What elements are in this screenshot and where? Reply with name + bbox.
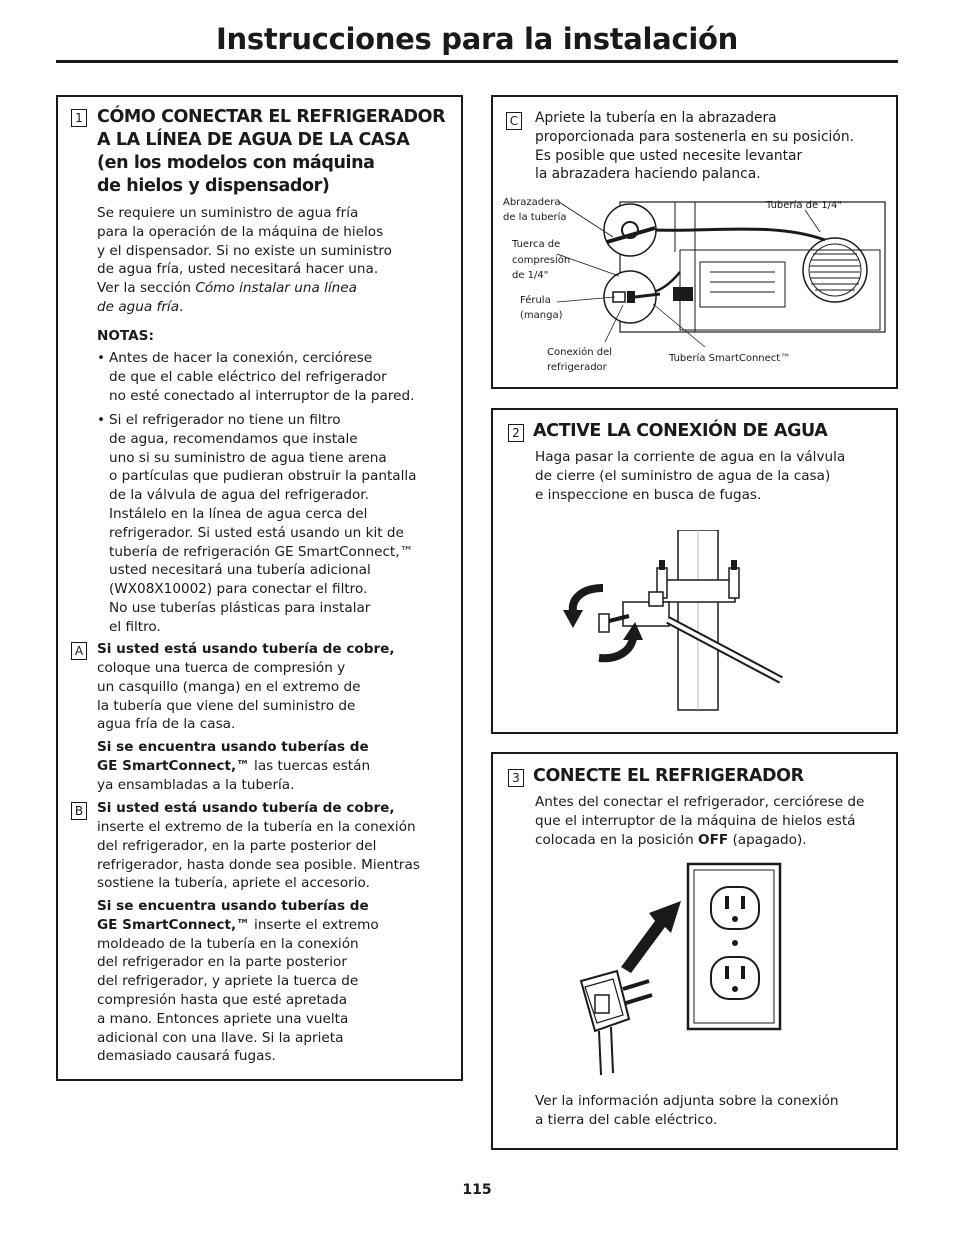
power-plug-icon bbox=[581, 971, 652, 1075]
intro-text: Se requiere un suministro de agua fría para la operación de la máquina de hielos y el dispensador. Si no existe un suministro de agua fría, usted necesitará hacer una. Ver la sección bbox=[97, 205, 392, 297]
step-b-smart-text: inserte el extremo moldeado de la tubería en la conexión del refrigerador en la parte posterior del refrigerador, y apriete la tuerca de compresión hasta que esté apretada a mano. Entonces apriete una vuelta adicional con una llave. Si la aprieta demasiado causará fugas. bbox=[97, 916, 379, 1065]
section-3-number: 3 bbox=[508, 769, 524, 787]
section-2-heading: ACTIVE LA CONEXIÓN DE AGUA bbox=[533, 421, 828, 441]
section-3-footer: Ver la información adjunta sobre la conexión a tierra del cable eléctrico. bbox=[535, 1093, 839, 1128]
section-3-text-a: Antes del conectar el refrigerador, cerciórese de que el interruptor de la máquina de hielos está colocada en la posición bbox=[535, 794, 865, 848]
callout-tubing-smart-label: Tubería SmartConnect™ bbox=[669, 353, 791, 364]
callout-nut-label: Tuerca de compresión de 1/4" bbox=[512, 239, 571, 282]
bullet-icon: • bbox=[97, 412, 106, 428]
step-a-smartconnect bbox=[97, 738, 447, 794]
shutoff-valve-icon bbox=[563, 530, 823, 715]
page-title: Instrucciones para la instalación bbox=[216, 22, 738, 56]
section-1-heading-line: (en los modelos con máquina bbox=[97, 153, 375, 173]
off-label: OFF bbox=[698, 831, 729, 848]
note-item bbox=[97, 349, 447, 409]
callout-tubing-quarter-label: Tubería de 1/4" bbox=[766, 200, 842, 211]
section-2-number: 2 bbox=[508, 424, 524, 442]
section-2-box bbox=[491, 408, 898, 734]
page-number: 115 bbox=[462, 1182, 492, 1198]
section-3-heading: CONECTE EL REFRIGERADOR bbox=[533, 766, 804, 786]
section-1-heading-line: A LA LÍNEA DE AGUA DE LA CASA bbox=[97, 130, 410, 150]
note-text: Si el refrigerador no tiene un filtro de agua, recomendamos que instale uno si su suministro de agua tiene arena o partículas que pudieran obstruir la pantalla de la válvula de agua del refrigerador. Instálelo en la línea de agua cerca del refrigerador. Si usted está usando un kit de tubería de refrigeración GE SmartConnect,™ usted necesitará una tubería adicional (WX08X10002) para conectar el filtro. No use tuberías plásticas para instalar el filtro. bbox=[109, 412, 417, 635]
step-b-copper-text: inserte el extremo de la tubería en la conexión del refrigerador, en la parte posterior del refrigerador, hasta donde sea posible. Mientras sostiene la tubería, apriete el accesorio. bbox=[97, 819, 420, 892]
step-a-copper-text: coloque una tuerca de compresión y un casquillo (manga) en el extremo de la tubería que viene del suministro de agua fría de la casa. bbox=[97, 660, 361, 733]
notes-label: NOTAS: bbox=[97, 328, 154, 344]
step-b-smart-heading: Si se encuentra usando tuberías de GE SmartConnect,™ bbox=[97, 898, 369, 933]
step-b-copper-heading: Si usted está usando tubería de cobre, bbox=[97, 800, 395, 816]
step-a-smart-heading: Si se encuentra usando tuberías de GE SmartConnect,™ bbox=[97, 739, 369, 774]
step-c-box bbox=[491, 95, 898, 389]
title-rule bbox=[56, 60, 898, 63]
section-1-intro bbox=[97, 204, 447, 317]
callout-connection-label: Conexión del refrigerador bbox=[547, 347, 613, 373]
step-c-label: C bbox=[506, 112, 522, 130]
bullet-icon: • bbox=[97, 350, 106, 366]
section-1-heading bbox=[97, 106, 445, 198]
section-2-text: Haga pasar la corriente de agua en la válvula de cierre (el suministro de agua de la casa) e inspeccione en busca de fugas. bbox=[535, 449, 846, 503]
step-c-text: Apriete la tubería en la abrazadera proporcionada para sostenerla en su posición. Es posible que usted necesite levantar la abrazadera haciendo palanca. bbox=[535, 110, 854, 183]
callout-ferrule-label: Férula (manga) bbox=[520, 295, 563, 321]
section-3-text-b: (apagado). bbox=[728, 831, 807, 848]
step-a-label: A bbox=[71, 642, 87, 660]
callout-clamp-label: Abrazadera de la tubería bbox=[503, 197, 567, 223]
note-item bbox=[97, 411, 447, 641]
intro-reference: Cómo instalar una línea de agua fría bbox=[97, 280, 357, 315]
note-text: Antes de hacer la conexión, cerciórese de que el cable eléctrico del refrigerador no esté conectado al interruptor de la pared. bbox=[109, 350, 415, 404]
section-1-box bbox=[56, 95, 463, 1081]
step-b-label: B bbox=[71, 802, 87, 820]
intro-end: . bbox=[179, 298, 184, 315]
arrow-icon bbox=[621, 901, 681, 973]
section-1-number: 1 bbox=[71, 109, 87, 127]
step-b-smartconnect bbox=[97, 897, 447, 1066]
step-a-copper-heading: Si usted está usando tubería de cobre, bbox=[97, 641, 395, 657]
step-a-smart-text: las tuercas están ya ensambladas a la tubería. bbox=[97, 757, 371, 793]
section-3-text bbox=[535, 793, 895, 849]
wall-outlet-figure bbox=[573, 859, 793, 1084]
section-1-heading-line: de hielos y dispensador) bbox=[97, 176, 330, 196]
section-3-box bbox=[491, 752, 898, 1150]
section-1-heading-line: CÓMO CONECTAR EL REFRIGERADOR bbox=[97, 107, 446, 127]
